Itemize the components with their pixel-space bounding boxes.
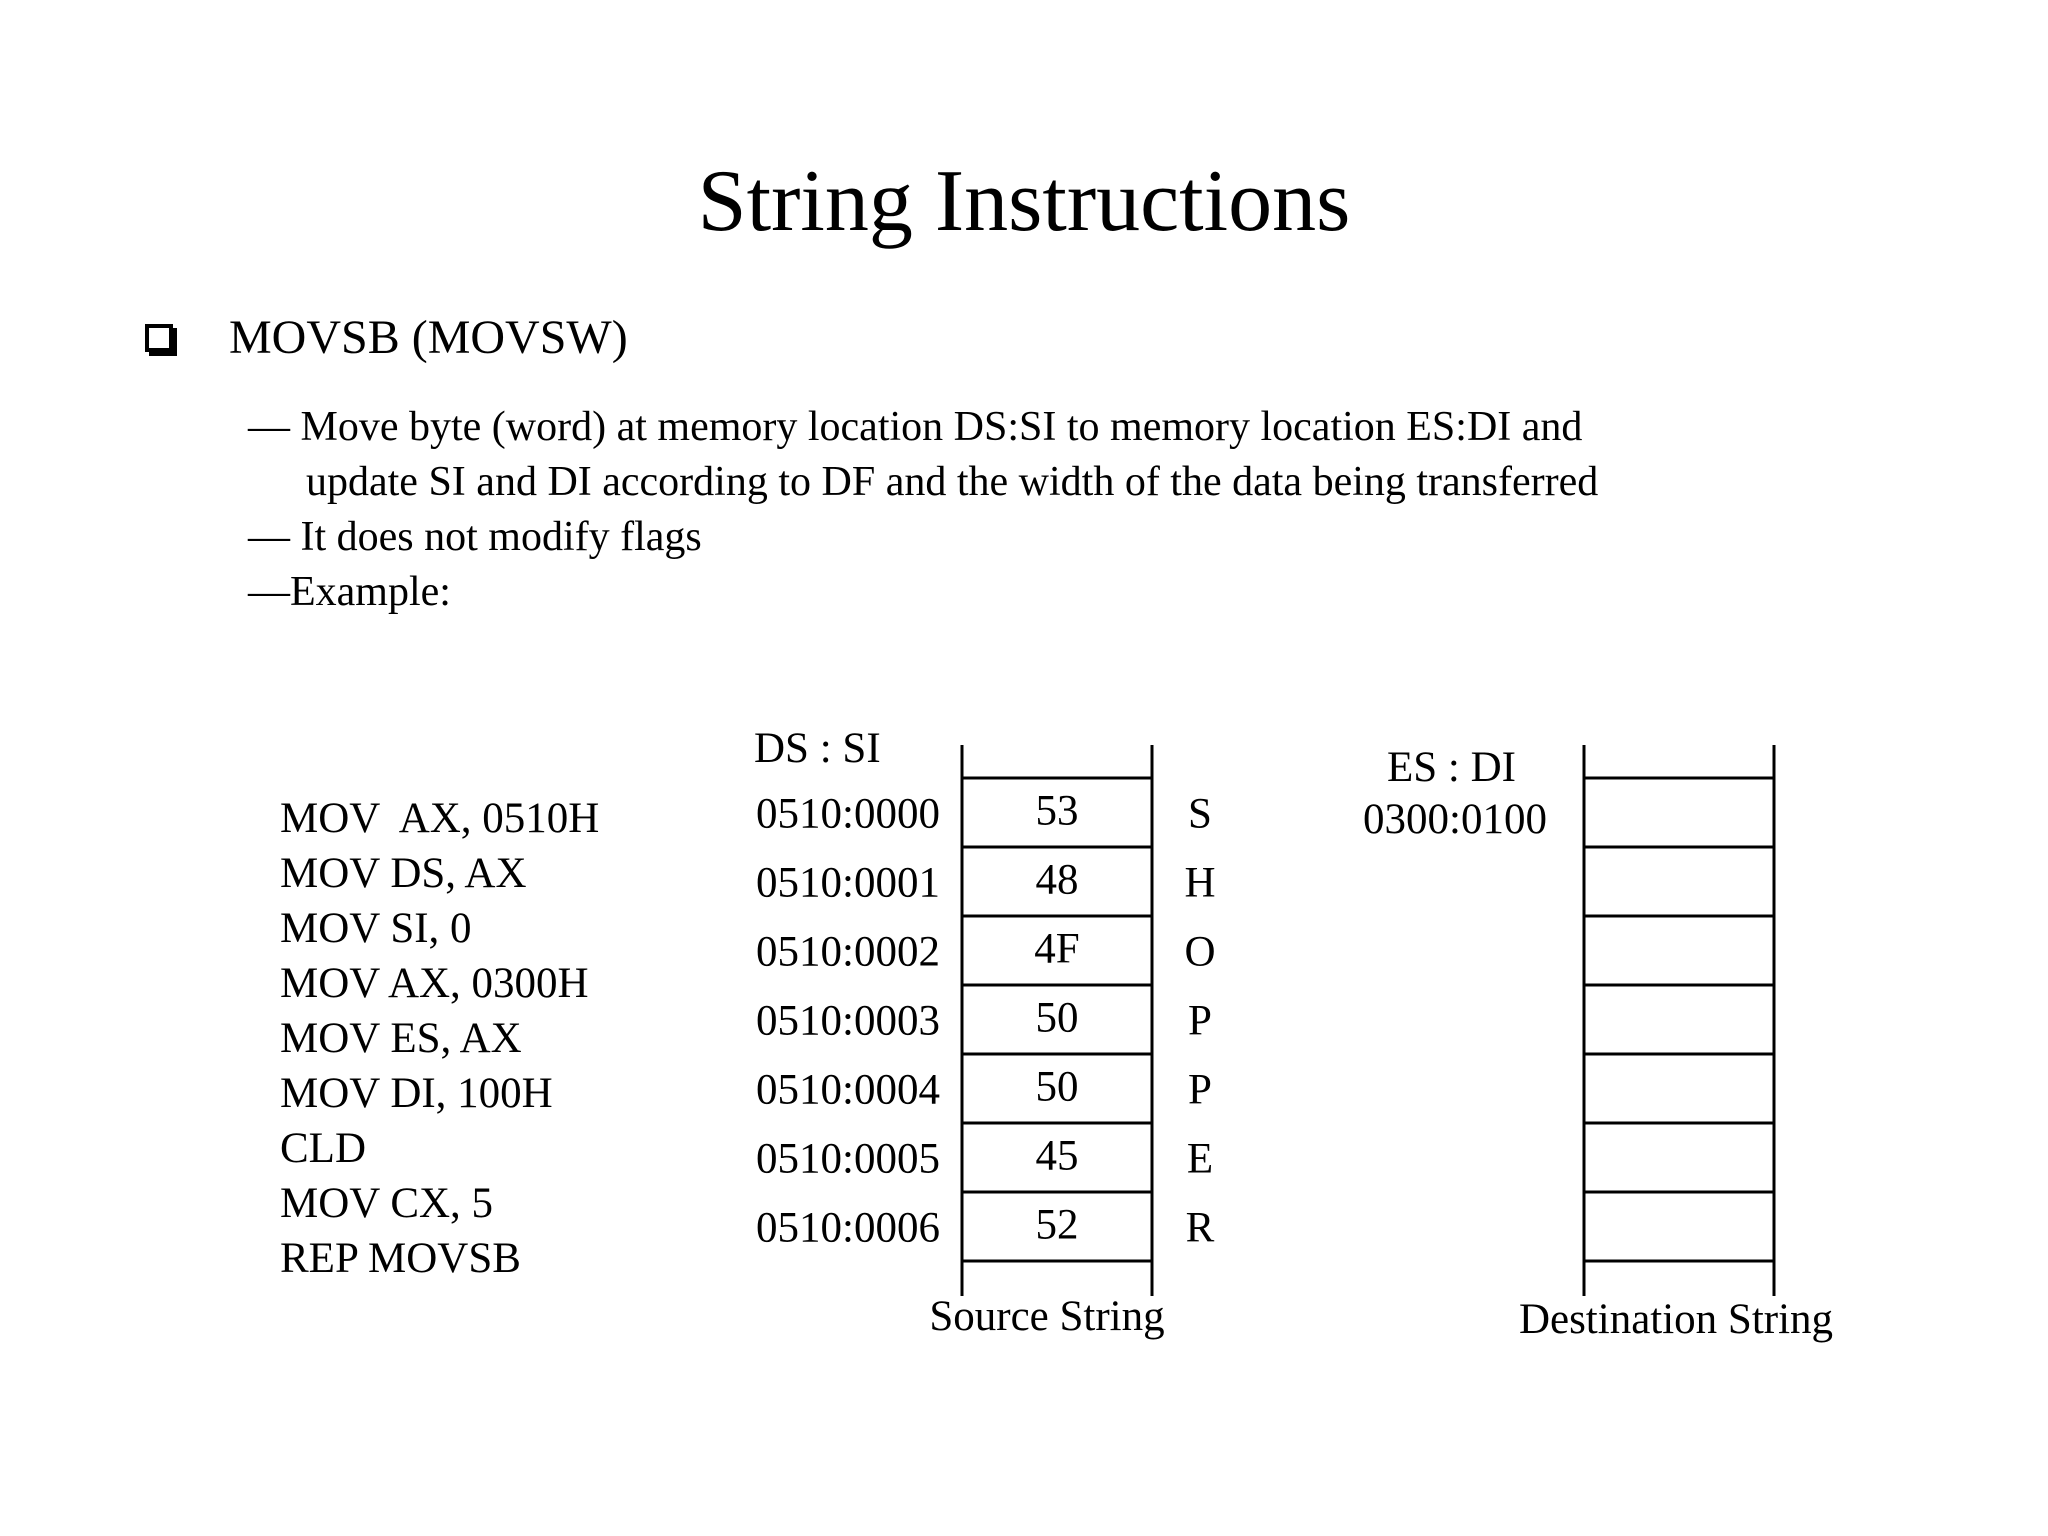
code-line: REP MOVSB	[280, 1235, 521, 1282]
source-header: DS : SI	[754, 725, 881, 772]
source-byte-value: 50	[1035, 994, 1079, 1042]
code-line: MOV DI, 100H	[280, 1070, 553, 1117]
source-string-diagram	[754, 725, 1216, 1340]
destination-address: 0300:0100	[1363, 796, 1547, 843]
source-address: 0510:0005	[756, 1135, 940, 1183]
code-line: MOV AX, 0300H	[280, 960, 589, 1007]
destination-header: ES : DI	[1387, 744, 1516, 791]
source-char: H	[1184, 859, 1216, 907]
slide-title: String Instructions	[697, 153, 1351, 250]
source-address: 0510:0004	[756, 1066, 940, 1114]
source-byte-value: 45	[1035, 1132, 1079, 1180]
sub-point-1-continued: update SI and DI according to DF and the width of the data being transferred	[306, 459, 1599, 505]
code-line: MOV AX, 0510H	[280, 795, 600, 842]
sub-point-3: —Example:	[248, 569, 451, 615]
source-char: R	[1185, 1204, 1215, 1252]
source-char: O	[1184, 928, 1216, 976]
source-char: P	[1188, 1066, 1212, 1114]
source-char: S	[1188, 790, 1212, 838]
source-address: 0510:0003	[756, 997, 940, 1045]
destination-string-diagram	[1363, 744, 1833, 1343]
source-byte-value: 53	[1035, 787, 1079, 835]
source-byte-value: 50	[1035, 1063, 1079, 1111]
code-line: CLD	[280, 1125, 366, 1172]
destination-caption: Destination String	[1518, 1296, 1834, 1343]
source-address: 0510:0000	[756, 790, 940, 838]
source-address: 0510:0001	[756, 859, 940, 907]
sub-point-2: — It does not modify flags	[248, 514, 702, 560]
source-address: 0510:0002	[756, 928, 940, 976]
code-line: MOV ES, AX	[280, 1015, 522, 1062]
source-address: 0510:0006	[756, 1204, 940, 1252]
source-byte-value: 48	[1035, 856, 1079, 904]
source-char: P	[1188, 997, 1212, 1045]
source-char: E	[1186, 1135, 1214, 1183]
source-caption: Source String	[929, 1293, 1165, 1340]
source-byte-value: 4F	[1034, 925, 1080, 973]
source-byte-value: 52	[1035, 1201, 1079, 1249]
code-line: MOV CX, 5	[280, 1180, 494, 1227]
bullet-heading: MOVSB (MOVSW)	[229, 311, 628, 364]
code-line: MOV SI, 0	[280, 905, 472, 952]
sub-point-1: — Move byte (word) at memory location DS:SI to memory location ES:DI and	[248, 404, 1583, 450]
code-line: MOV DS, AX	[280, 850, 527, 897]
